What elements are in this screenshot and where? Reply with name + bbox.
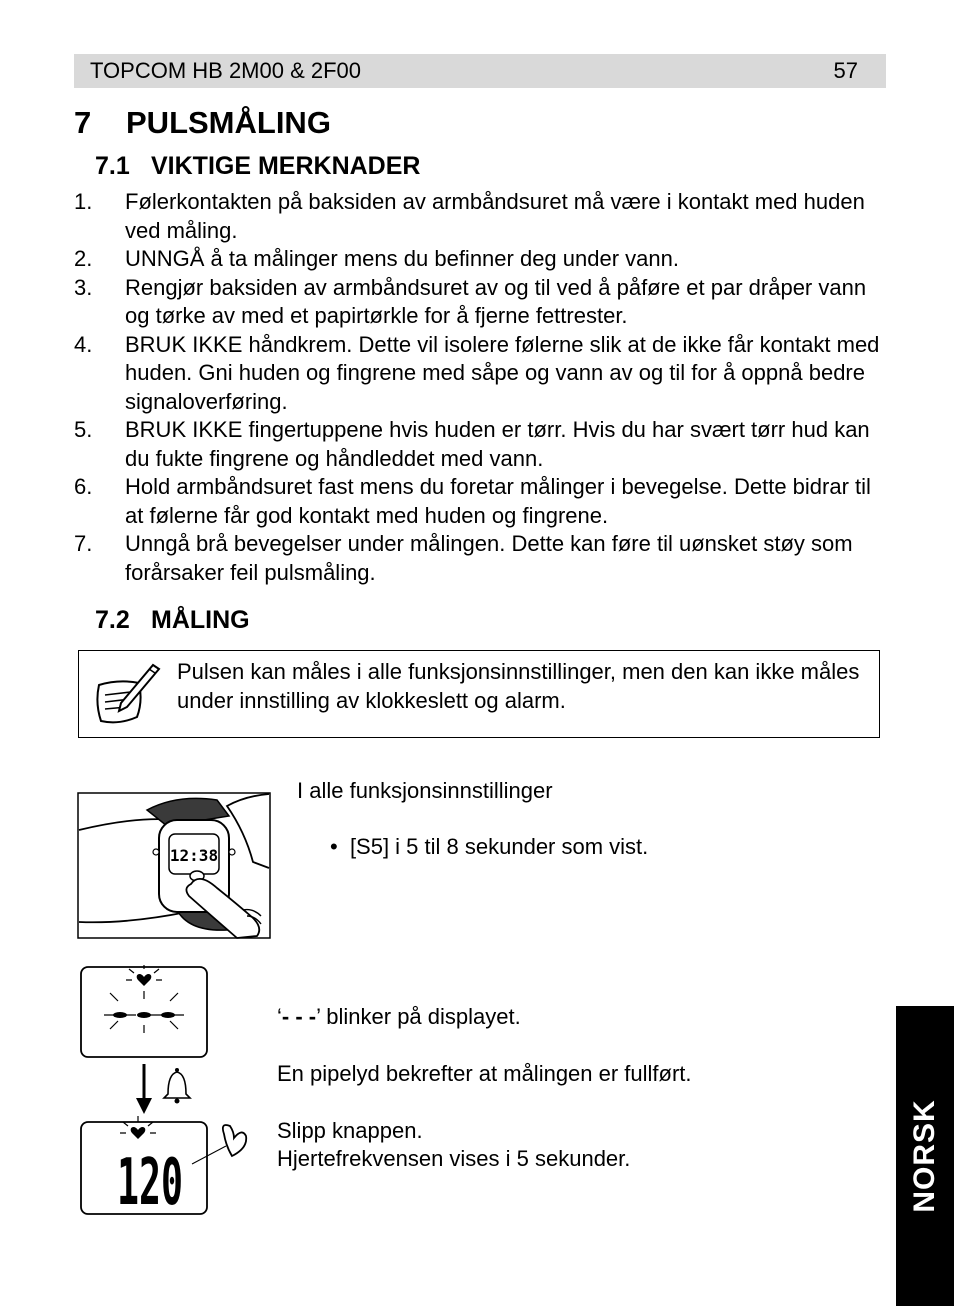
bullet-text: [S5] i 5 til 8 sekunder som vist.	[349, 834, 649, 859]
section-title: PULSMÅLING	[126, 105, 331, 140]
subsection-heading-notes	[95, 152, 420, 181]
item-text: Unngå brå bevegelser under målingen. Dette kan føre til uønsket støy som forårsaker feil pulsmåling.	[125, 531, 853, 585]
item-text: Hold armbåndsuret fast mens du foretar målinger i bevegelse. Dette bidrar til at følerne får god kontakt med huden og fingrene.	[125, 474, 871, 528]
page-header	[74, 54, 886, 88]
item-number: 5.	[74, 417, 93, 442]
list-item	[74, 473, 894, 530]
list-item	[74, 530, 894, 587]
list-item	[74, 188, 894, 245]
item-number: 1.	[74, 189, 93, 214]
list-item	[74, 416, 894, 473]
note-pencil-icon	[91, 659, 161, 731]
watch-button-press-illustration	[77, 792, 271, 939]
steps-intro: I alle funksjonsinnstillinger	[297, 778, 553, 803]
subsection-number: 7.1	[95, 152, 130, 180]
down-arrow-bell-illustration	[130, 1062, 200, 1118]
bullet-marker: •	[330, 834, 338, 859]
item-text: BRUK IKKE fingertuppene hvis huden er tørr. Hvis du har svært tørr hud kan du fukte fingrene og håndleddet med vann.	[125, 417, 870, 471]
release-text: Slipp knappen.	[277, 1118, 423, 1143]
section-number: 7	[74, 105, 92, 140]
item-text: Følerkontakten på baksiden av armbåndsuret må være i kontakt med huden ved måling.	[125, 189, 865, 243]
item-text: BRUK IKKE håndkrem. Dette vil isolere følerne slik at de ikke får kontakt med huden. Gni huden og fingrene med såpe og vann av og til for å oppnå bedre signaloverføring.	[125, 331, 880, 414]
subsection-heading-measuring	[95, 606, 250, 635]
item-number: 2.	[74, 246, 93, 271]
note-box	[78, 650, 880, 738]
item-number: 4.	[74, 331, 93, 357]
list-item	[74, 245, 894, 274]
heart-rate-text: Hjertefrekvensen vises i 5 sekunder.	[277, 1146, 631, 1171]
quote-open: ‘	[277, 1004, 282, 1029]
subsection-number: 7.2	[95, 606, 130, 634]
subsection-title: VIKTIGE MERKNADER	[151, 152, 421, 180]
header-title: TOPCOM HB 2M00 & 2F00	[90, 58, 362, 83]
item-text: UNNGÅ å ta målinger mens du befinner deg under vann.	[125, 246, 679, 271]
list-item	[74, 331, 894, 417]
item-number: 3.	[74, 274, 93, 300]
beep-text: En pipelyd bekrefter at målingen er fullført.	[277, 1061, 692, 1086]
item-number: 6.	[74, 474, 93, 499]
item-text: Rengjør baksiden av armbåndsuret av og til ved å påføre et par dråper vann og tørke av med et papirtørkle for å fjerne fettrester.	[125, 274, 867, 328]
note-text: Pulsen kan måles i alle funksjonsinnstillinger, men den kan ikke måles under innstilling av klokkeslett og alarm.	[177, 659, 860, 713]
lcd-blinking-dashes-illustration	[80, 965, 210, 1059]
section-heading	[74, 105, 331, 141]
language-tab	[896, 1006, 954, 1306]
item-number: 7.	[74, 531, 93, 556]
lcd-heart-rate-illustration	[80, 1112, 250, 1216]
watch-display-time: 12:38	[169, 846, 219, 865]
language-label: NORSK	[908, 1099, 941, 1213]
notes-list	[74, 188, 894, 587]
page-number: 57	[833, 58, 858, 83]
step-bullet	[330, 833, 648, 861]
subsection-title: MÅLING	[151, 606, 250, 634]
list-item	[74, 274, 894, 331]
blink-rest: ’ blinker på displayet.	[316, 1004, 521, 1029]
blink-text	[277, 1003, 521, 1031]
lcd-reading: 120	[117, 1146, 183, 1216]
blink-symbol: - - -	[281, 1004, 317, 1029]
